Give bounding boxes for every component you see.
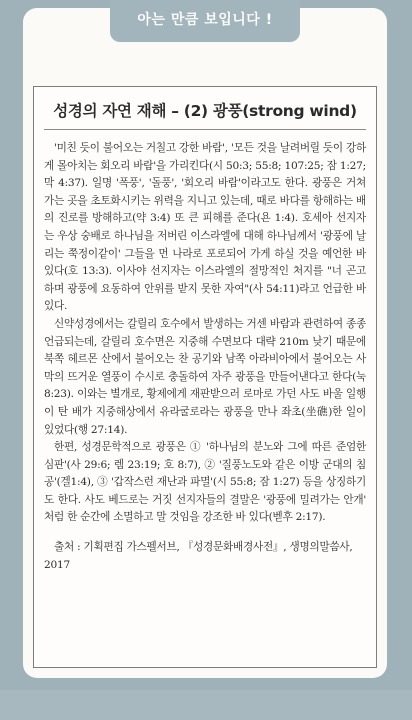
section-banner: 아는 만큼 보입니다 ! [110,0,300,42]
article-title: 성경의 자연 재해 – (2) 광풍(strong wind) [53,102,357,120]
source-citation: 출처 : 기획편집 가스펠서브, 『성경문화배경사전』, 생명의말씀사, 2017 [44,541,353,571]
article-box [33,86,377,668]
title-divider [44,129,366,130]
article-paragraph: 신약성경에서는 갈릴리 호수에서 발생하는 거센 바람과 관련하여 종종 언급되는데, 갈릴리 호수면은 지중해 수면보다 대략 210m 낮기 때문에 북쪽 헤르몬 산에서 불어오는 찬 공기와 남쪽 아라비아에서 불어오는 사막의 뜨거운 열풍이 수시로 충돌하여 자주 광풍을 만들어낸다고 한다(눅 8:23). 이와는 별개로, 황제에게 재판받으러 로마로 가던 사도 바울 일행이 탄 배가 지중해상에서 유라굴로라는 광풍을 만나 좌초(坐礁)한 일이 있었다(행 27:14). [44,317,366,436]
bottom-band [0,690,412,720]
article-paragraph: '미친 듯이 불어오는 거칠고 강한 바람', '모든 것을 날려버릴 듯이 강하게 몰아치는 회오리 바람'을 가리킨다(시 50:3; 55:8; 107:25; 잠 1:27; 막 4:37). 일명 '폭풍', '돌풍', '회오리 바람'이라고도 한다. 광풍은 거쳐가는 곳을 초토화시키는 위력을 지니고 있는데, 때로 바다를 항해하는 배의 진로를 방해하고(약 3:4) 또 큰 피해를 준다(욘 1:4). 호세아 선지자는 우상 숭배로 하나님을 저버린 이스라엘에 대해 하나님께서 '광풍에 날리는 쭉정이같이' 그들을 먼 나라로 포로되어 가게 하실 것을 예언한 바 있다(호 13:3). 이사야 선지자는 이스라엘의 절망적인 처지를 "너 곤고하며 광풍에 요동하여 안위를 받지 못한 자여"(사 54:11)라고 언급한 바 있다. [44,142,366,313]
article-paragraph: 한편, 성경문학적으로 광풍은 ① '하나님의 분노와 그에 따른 준엄한 심판'(사 29:6; 렘 23:19; 호 8:7), ② '질풍노도와 같은 이방 군대의 침공'(겔1:4), ③ '갑작스런 재난과 파멸'(시 55:8; 잠 1:27) 등을 상징하기도 한다. 사도 베드로는 거짓 선지자들의 결말은 '광풍에 밀려가는 안개' 처럼 한 순간에 소멸하고 말 것임을 강조한 바 있다(벧후 2:17). [44,441,366,524]
